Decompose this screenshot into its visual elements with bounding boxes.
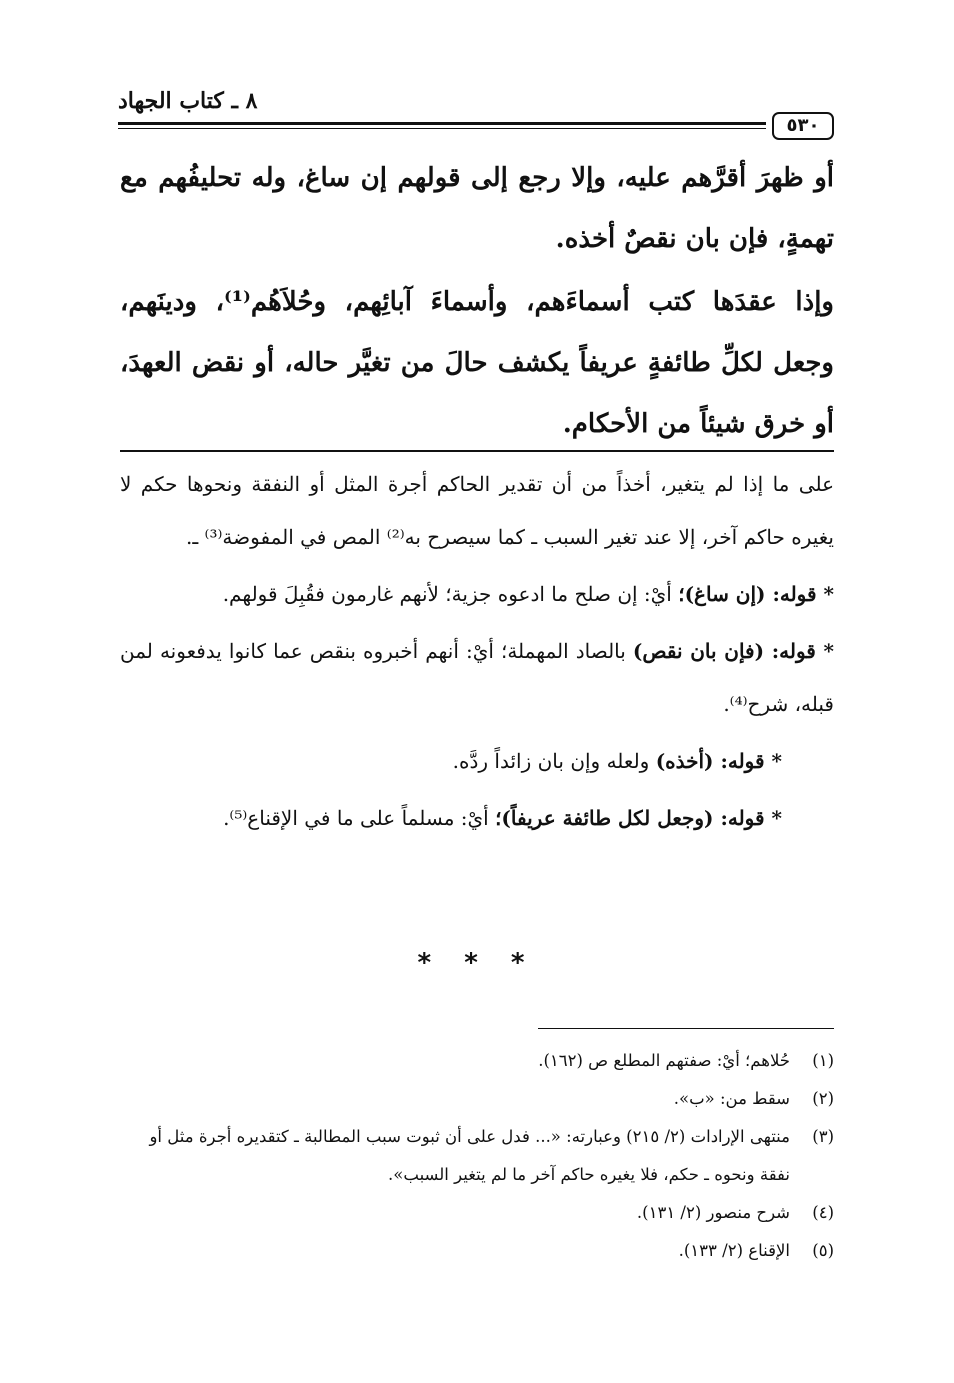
footnote-text: حُلاهم؛ أيْ: صفتهم المطلع ص (١٦٢). <box>538 1051 790 1070</box>
footnote <box>120 1194 834 1232</box>
commentary-item-text: أيْ: إن صلح ما ادعوه جزية؛ لأنهم غارمون فقُبِلَ قولهم. <box>222 582 672 606</box>
commentary-item-lead: * قوله: (إن ساغ)؛ <box>678 582 834 606</box>
footnote <box>120 1080 834 1118</box>
footnotes <box>120 1042 834 1270</box>
footnote-number: (٥) <box>812 1241 834 1260</box>
footnote-text: الإقناع (٢/ ١٣٣). <box>678 1241 790 1260</box>
matn-paragraph: وإذا عقدَها كتب أسماءَهم، وأسماءَ آبائِهم، وحُلاَهُم⁽¹⁾، ودينَهم، وجعل لكلِّ طائفةٍ عريفاً يكشف حالَ من تغيَّر حاله، أو نقض العهدَ، أو خرق شيئاً من الأحكام. <box>120 287 834 439</box>
footnote <box>120 1042 834 1080</box>
footnote-number: (٢) <box>812 1089 834 1108</box>
footnote-rule <box>538 1028 834 1029</box>
chapter-title: ٨ ـ كتاب الجهاد <box>118 88 258 114</box>
commentary-item-text: بالصاد المهملة؛ أيْ: أنهم أخبروه بنقص عما كانوا يدفعونه لمن قبله، شرح⁽⁴⁾. <box>120 639 834 716</box>
footnote <box>120 1232 834 1270</box>
commentary-item-lead: * قوله: (وجعل لكل طائفة عريفاً)؛ <box>495 806 782 830</box>
page-header <box>118 84 834 144</box>
footnote-text: منتهى الإرادات (٢/ ٢١٥) وعبارته: «... فدل على أن ثبوت سبب المطالبة ـ كتقديره أجرة مثل أو نفقة ونحوه ـ حكم، فلا يغيره حاكم آخر ما لم يتغير السبب». <box>149 1127 790 1184</box>
footnote-text: سقط من: «ب». <box>673 1089 790 1108</box>
page-number: ٥٣٠ <box>772 112 834 140</box>
commentary-item-text: ولعله وإن بان زائداً ردَّه. <box>452 749 650 773</box>
footnote-text: شرح منصور (٢/ ١٣١). <box>636 1203 790 1222</box>
section-end-asterisks: * * * <box>417 948 537 978</box>
commentary-item-lead: * قوله: (فإن بان نقص) <box>632 639 834 663</box>
matn-paragraph: أو ظهرَ أقرَّهم عليه، وإلا رجع إلى قولهم إن ساغ، وله تحليفُهم مع تهمةٍ، فإن بان نقصٌ أخذه. <box>120 163 834 254</box>
footnote-number: (١) <box>812 1051 834 1070</box>
footnote <box>120 1118 834 1194</box>
commentary-item-lead: * قوله: (أخذه) <box>655 749 782 773</box>
footnote-number: (٣) <box>812 1127 834 1146</box>
matn-text <box>120 148 834 455</box>
commentary-text <box>120 458 834 845</box>
commentary-item-text: أيْ: مسلماً على ما في الإقناع⁽⁵⁾. <box>223 806 489 830</box>
commentary-item <box>120 735 834 788</box>
footnote-number: (٤) <box>812 1203 834 1222</box>
commentary-item <box>120 625 834 731</box>
matn-commentary-divider <box>120 450 834 452</box>
commentary-item <box>120 568 834 621</box>
header-rule-thin <box>118 128 766 129</box>
header-rule-thick <box>118 122 766 125</box>
commentary-item <box>120 792 834 845</box>
commentary-paragraph: على ما إذا لم يتغير، أخذاً من أن تقدير الحاكم أجرة المثل أو النفقة ونحوها حكم لا يغيره حاكم آخر، إلا عند تغير السبب ـ كما سيصرح به⁽²⁾ المص في المفوضة⁽³⁾ ـ. <box>120 472 834 549</box>
